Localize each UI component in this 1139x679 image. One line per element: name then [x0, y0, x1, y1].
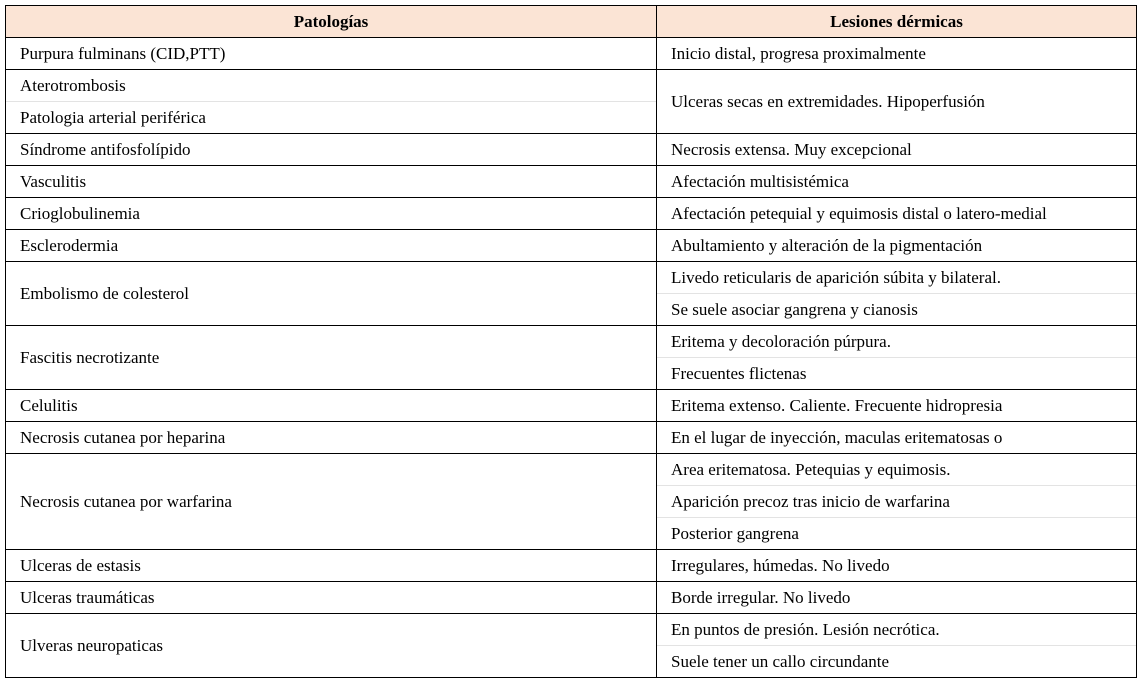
table-row: [6, 166, 1137, 198]
pathology-text: Síndrome antifosfolípido: [20, 140, 191, 159]
lesion-text: Posterior gangrena: [657, 517, 1136, 549]
lesion-text: Livedo reticularis de aparición súbita y bilateral.: [671, 268, 1001, 287]
lesion-cell: [657, 262, 1137, 326]
lesion-text: Area eritematosa. Petequias y equimosis.: [671, 460, 951, 479]
table-row: [6, 326, 1137, 390]
table-row: [6, 550, 1137, 582]
lesion-text: Se suele asociar gangrena y cianosis: [657, 293, 1136, 325]
lesion-cell: [657, 390, 1137, 422]
lesion-cell: [657, 550, 1137, 582]
pathology-text: Celulitis: [20, 396, 78, 415]
pathology-cell: [6, 38, 657, 70]
table-header-row: [6, 6, 1137, 38]
pathology-cell: [6, 166, 657, 198]
pathology-cell: [6, 582, 657, 614]
pathology-cell: [6, 70, 657, 134]
table-row: [6, 390, 1137, 422]
table-row: [6, 422, 1137, 454]
pathology-cell: [6, 134, 657, 166]
lesion-cell: [657, 38, 1137, 70]
pathology-text: Crioglobulinemia: [20, 204, 140, 223]
lesion-text: Afectación multisistémica: [671, 172, 849, 191]
pathology-text: Necrosis cutanea por warfarina: [20, 492, 232, 511]
pathology-text: Necrosis cutanea por heparina: [20, 428, 226, 447]
lesion-text: Afectación petequial y equimosis distal o latero-medial: [671, 204, 1047, 223]
pathology-text: Aterotrombosis: [20, 76, 126, 95]
table-row: [6, 70, 1137, 134]
lesion-cell: [657, 166, 1137, 198]
lesion-text: Frecuentes flictenas: [657, 357, 1136, 389]
pathology-table-container: [5, 5, 1136, 678]
lesion-cell: [657, 582, 1137, 614]
pathology-text: Ulveras neuropaticas: [20, 636, 164, 655]
lesion-text: En el lugar de inyección, maculas eritematosas o: [671, 428, 1003, 447]
pathology-cell: [6, 198, 657, 230]
lesion-cell: [657, 454, 1137, 550]
table-row: [6, 614, 1137, 678]
pathology-text: Esclerodermia: [20, 236, 119, 255]
pathology-text: Fascitis necrotizante: [20, 348, 160, 367]
pathology-cell: [6, 422, 657, 454]
header-pathologies: Patologías: [6, 6, 657, 38]
table-row: [6, 134, 1137, 166]
pathology-cell: [6, 550, 657, 582]
table-body: [6, 38, 1137, 678]
pathology-cell: [6, 230, 657, 262]
table-row: [6, 262, 1137, 326]
lesion-text: Eritema extenso. Caliente. Frecuente hidropresia: [671, 396, 1003, 415]
lesion-text: Necrosis extensa. Muy excepcional: [671, 140, 912, 159]
lesion-cell: [657, 198, 1137, 230]
pathology-text: Ulceras de estasis: [20, 556, 141, 575]
lesion-cell: [657, 326, 1137, 390]
pathology-lesions-table: [5, 5, 1137, 678]
pathology-cell: [6, 326, 657, 390]
lesion-text: Eritema y decoloración púrpura.: [671, 332, 891, 351]
lesion-text: En puntos de presión. Lesión necrótica.: [671, 620, 940, 639]
table-row: [6, 38, 1137, 70]
pathology-cell: [6, 390, 657, 422]
pathology-text: Purpura fulminans (CID,PTT): [20, 44, 226, 63]
pathology-cell: [6, 262, 657, 326]
lesion-text: Ulceras secas en extremidades. Hipoperfusión: [671, 92, 985, 111]
pathology-cell: [6, 454, 657, 550]
lesion-text: Aparición precoz tras inicio de warfarina: [657, 485, 1136, 517]
lesion-text: Abultamiento y alteración de la pigmentación: [671, 236, 983, 255]
lesion-text: Inicio distal, progresa proximalmente: [671, 44, 926, 63]
lesion-text: Suele tener un callo circundante: [657, 645, 1136, 677]
lesion-cell: [657, 70, 1137, 134]
table-row: [6, 230, 1137, 262]
lesion-text: Borde irregular. No livedo: [671, 588, 851, 607]
pathology-text: Vasculitis: [20, 172, 87, 191]
lesion-cell: [657, 134, 1137, 166]
lesion-cell: [657, 614, 1137, 678]
pathology-cell: [6, 614, 657, 678]
table-row: [6, 198, 1137, 230]
lesion-text: Irregulares, húmedas. No livedo: [671, 556, 890, 575]
table-row: [6, 582, 1137, 614]
pathology-text: Patologia arterial periférica: [6, 101, 656, 133]
table-row: [6, 454, 1137, 550]
header-lesions: Lesiones dérmicas: [657, 6, 1137, 38]
lesion-cell: [657, 230, 1137, 262]
pathology-text: Embolismo de colesterol: [20, 284, 190, 303]
pathology-text: Ulceras traumáticas: [20, 588, 155, 607]
lesion-cell: [657, 422, 1137, 454]
